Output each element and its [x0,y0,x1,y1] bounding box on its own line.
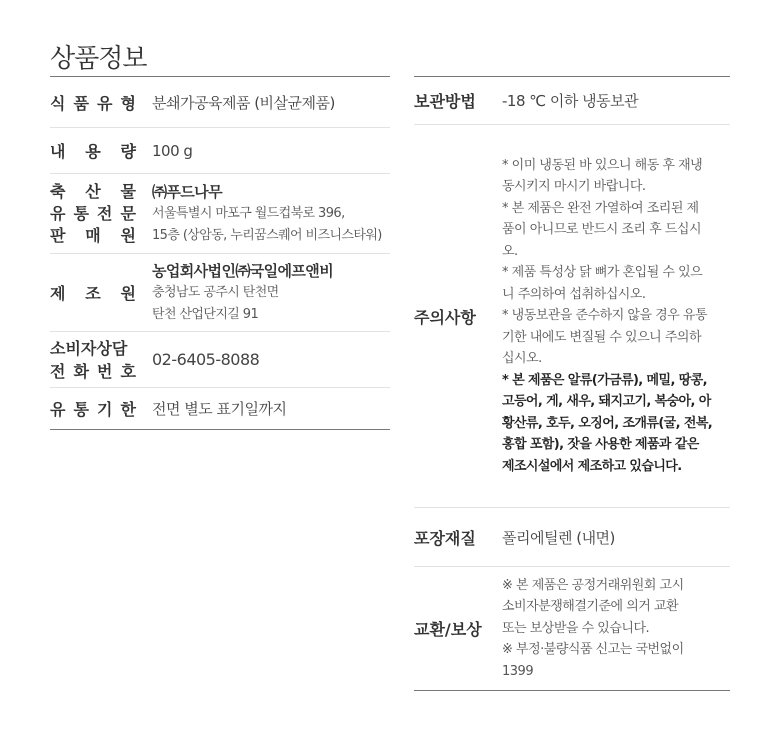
row-storage [414,77,730,125]
row-content [50,128,390,174]
value-expiry: 전면 별도 표기일까지 [152,400,287,418]
seller-address-2: 15층 (상암동, 누리꿈스퀘어 비즈니스타워) [152,227,382,243]
caution-line: 품이 아니므로 반드시 조리 후 드십시 [502,222,702,238]
label-seller: 축 산 물 유 통 전 문 판 매 원 [50,181,136,245]
value-seller [152,181,382,247]
exchange-line: ※ 부정·불량식품 신고는 국번없이 [502,642,684,658]
maker-address-2: 탄천 산업단지길 91 [152,306,259,322]
allergy-line: 황산류, 호두, 오징어, 조개류(굴, 전복, [502,415,713,431]
caution-line: * 제품 특성상 닭 뼈가 혼입될 수 있으 [502,265,703,281]
allergy-line: 제조시설에서 제조하고 있습니다. [502,458,682,474]
caution-line: 십시오. [502,351,542,367]
row-caution [414,125,730,508]
left-info-table [50,76,390,430]
row-packaging [414,508,730,567]
row-food-type [50,77,390,128]
value-caution [502,155,730,478]
label-packaging: 포장재질 [414,528,476,548]
label-exchange: 교환/보상 [414,620,482,639]
value-storage: -18 ℃ 이하 냉동보관 [502,92,639,110]
allergy-line: 홍합 포함), 잣을 사용한 제품과 같은 [502,437,699,453]
exchange-line: ※ 본 제품은 공정거래위원회 고시 [502,577,684,593]
label-expiry: 유 통 기 한 [50,400,136,419]
caution-line: 기한 내에도 변질될 수 있으니 주의하 [502,329,702,345]
caution-line: * 본 제품은 완전 가열하여 조리된 제 [502,200,699,216]
caution-line: * 냉동보관을 준수하지 않을 경우 유통 [502,308,708,324]
label-maker: 제 조 원 [50,284,136,303]
value-exchange [502,575,730,683]
value-maker [152,260,333,326]
seller-name: ㈜푸드나무 [152,182,222,201]
maker-name: 농업회사법인㈜국일에프앤비 [152,261,334,280]
label-food-type: 식 품 유 형 [50,93,136,113]
exchange-line: 소비자분쟁해결기준에 의거 교환 [502,599,679,615]
row-exchange [414,567,730,691]
row-seller [50,174,390,254]
value-phone: 02-6405-8088 [152,350,260,369]
value-food-type: 분쇄가공육제품 (비살균제품) [152,93,335,112]
label-storage: 보관방법 [414,92,476,111]
caution-line: 니 주의하여 섭취하십시오. [502,286,646,302]
right-info-table [414,76,730,691]
row-phone [50,332,390,388]
value-content: 100 g [152,141,193,160]
seller-address-1: 서울특별시 마포구 월드컵북로 396, [152,205,345,221]
value-packaging: 폴리에틸렌 (내면) [502,528,615,547]
maker-address-1: 충청남도 공주시 탄천면 [152,284,279,300]
allergy-line: 고등어, 게, 새우, 돼지고기, 복숭아, 아 [502,394,711,410]
label-phone: 소비자상담 전 화 번 호 [50,338,136,381]
row-maker [50,254,390,332]
allergy-line: * 본 제품은 알류(가금류), 메밀, 땅콩, [502,372,707,388]
page-title: 상품정보 [50,44,147,74]
label-content: 내 용 량 [50,142,136,161]
exchange-line: 또는 보상받을 수 있습니다. [502,620,650,636]
caution-line: * 이미 냉동된 바 있으니 해동 후 재냉 [502,157,703,173]
exchange-line: 1399 [502,663,534,679]
caution-line: 동시키지 마시기 바랍니다. [502,179,646,195]
row-expiry [50,388,390,430]
caution-line: 오. [502,243,518,259]
label-caution: 주의사항 [414,307,476,327]
